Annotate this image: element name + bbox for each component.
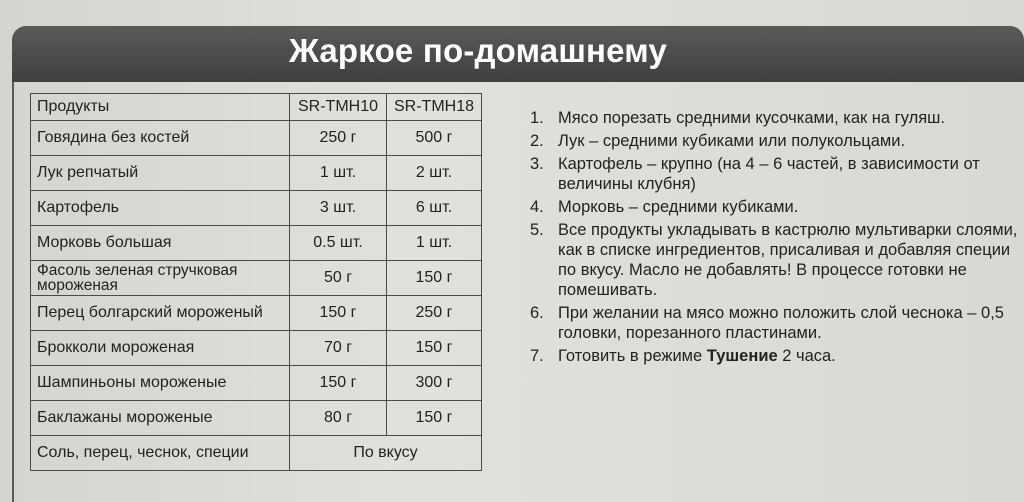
ingredient-name: Соль, перец, чеснок, специи <box>31 436 290 471</box>
table-row <box>31 401 482 436</box>
ingredient-name: Брокколи мороженая <box>31 331 290 366</box>
table-row-seasoning <box>31 436 482 471</box>
amount-model-2: 250 г <box>387 296 482 331</box>
table-row <box>31 296 482 331</box>
list-item <box>530 346 1020 366</box>
amount-model-1: 80 г <box>290 401 387 436</box>
ingredient-name: Лук репчатый <box>31 156 290 191</box>
step-text-before: Готовить в режиме <box>558 347 707 365</box>
list-item <box>530 131 1020 151</box>
table-row <box>31 366 482 401</box>
amount-model-1: 3 шт. <box>290 191 387 226</box>
amount-model-2: 6 шт. <box>387 191 482 226</box>
header-model-2: SR-TMH18 <box>387 94 482 121</box>
amount-model-1: 0.5 шт. <box>290 226 387 261</box>
step-number: 6. <box>530 304 544 322</box>
list-item <box>530 108 1020 128</box>
step-text: Морковь – средними кубиками. <box>558 198 799 216</box>
ingredient-name: Фасоль зеленая стручковая мороженая <box>31 261 290 296</box>
recipe-title: Жаркое по-домашнему <box>288 32 668 69</box>
amount-model-2: 150 г <box>387 331 482 366</box>
list-item <box>530 154 1020 194</box>
amount-model-1: 150 г <box>290 296 387 331</box>
amount-model-1: 250 г <box>290 121 387 156</box>
table-row <box>31 331 482 366</box>
ingredient-name: Морковь большая <box>31 226 290 261</box>
step-number: 7. <box>530 347 544 365</box>
ingredient-name: Перец болгарский мороженый <box>31 296 290 331</box>
table-row <box>31 121 482 156</box>
table-row <box>31 191 482 226</box>
amount-to-taste: По вкусу <box>290 436 482 471</box>
step-text <box>558 346 1020 366</box>
mode-name: Тушение <box>706 347 778 365</box>
amount-model-1: 1 шт. <box>290 156 387 191</box>
header-model-1: SR-TMH10 <box>290 94 387 121</box>
step-text: При желании на мясо можно положить слой чеснока – 0,5 головки, порезанного пластинами. <box>558 304 1004 342</box>
list-item <box>530 303 1020 343</box>
list-item <box>530 197 1020 217</box>
amount-model-2: 1 шт. <box>387 226 482 261</box>
instructions-list <box>530 108 1020 369</box>
amount-model-1: 150 г <box>290 366 387 401</box>
step-text: Мясо порезать средними кусочками, как на гуляш. <box>558 109 945 127</box>
ingredients-table <box>30 93 482 471</box>
amount-model-2: 500 г <box>387 121 482 156</box>
amount-model-1: 70 г <box>290 331 387 366</box>
ingredient-name: Говядина без костей <box>31 121 290 156</box>
amount-model-2: 150 г <box>387 261 482 296</box>
step-number: 3. <box>530 155 544 173</box>
table-row <box>31 261 482 296</box>
step-text: Картофель – крупно (на 4 – 6 частей, в зависимости от величины клубня) <box>558 155 980 193</box>
step-text-after: 2 часа. <box>777 347 836 365</box>
amount-model-2: 300 г <box>387 366 482 401</box>
step-text: Все продукты укладывать в кастрюлю мультиварки слоями, как в списке ингредиентов, присаливая и добавляя специи по вкусу. Масло не добавлять! В процессе готовки не помешивать. <box>558 221 1018 299</box>
step-number: 2. <box>530 132 544 150</box>
ingredient-name: Картофель <box>31 191 290 226</box>
table-row <box>31 226 482 261</box>
header-products: Продукты <box>31 94 290 121</box>
ingredient-name: Баклажаны мороженые <box>31 401 290 436</box>
amount-model-2: 2 шт. <box>387 156 482 191</box>
step-number: 5. <box>530 221 544 239</box>
amount-model-1: 50 г <box>290 261 387 296</box>
ingredient-name: Шампиньоны мороженые <box>31 366 290 401</box>
step-number: 4. <box>530 198 544 216</box>
list-item <box>530 220 1020 300</box>
amount-model-2: 150 г <box>387 401 482 436</box>
step-number: 1. <box>530 109 544 127</box>
table-row <box>31 156 482 191</box>
title-banner <box>12 26 1024 82</box>
table-header-row <box>31 94 482 121</box>
step-text: Лук – средними кубиками или полукольцами. <box>558 132 906 150</box>
